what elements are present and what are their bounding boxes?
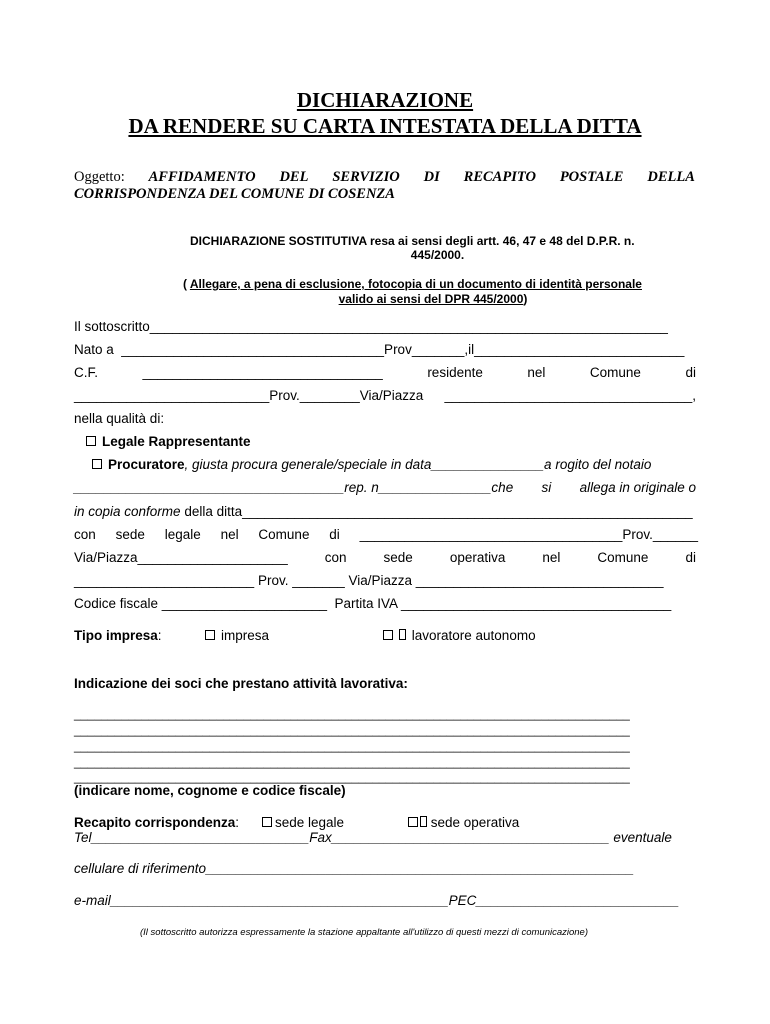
prov-via-left[interactable]: __________________________Prov.________Via/Piazza: [74, 388, 424, 403]
lavoratore-label: lavoratore autonomo: [408, 628, 536, 643]
oggetto-word: DEL: [279, 169, 309, 185]
procuratore-label: Procuratore: [108, 457, 185, 472]
soci-line[interactable]: __________________________________________________________________________________: [74, 755, 630, 769]
tel-blank[interactable]: _____________________________: [91, 830, 310, 845]
nato-field[interactable]: Nato a ___________________________________Prov_______,il____________________________: [74, 342, 685, 357]
copia-row[interactable]: [74, 504, 693, 520]
dichiarazione-line-2: 445/2000.: [410, 248, 465, 262]
title-line-2: DA RENDERE SU CARTA INTESTATA DELLA DITTA: [128, 114, 642, 138]
prov-via-2-field[interactable]: ________________________ Prov. _______ Via/Piazza _________________________________: [74, 573, 664, 588]
sede-operativa-checkbox[interactable]: [408, 817, 418, 827]
sede-legale-option[interactable]: [262, 815, 344, 831]
prov-via-right[interactable]: _________________________________,: [444, 388, 696, 403]
qualita-label: nella qualità di:: [74, 411, 165, 426]
tel-fax-row[interactable]: [74, 830, 672, 846]
tipo-label: Tipo impresa: [74, 628, 158, 643]
via-operativa-row[interactable]: [74, 550, 696, 566]
copia-italic: in copia conforme: [74, 504, 181, 519]
allegare-close-paren: ): [523, 292, 528, 306]
sottoscritto-field[interactable]: Il sottoscritto_____________________________________________________________________: [74, 319, 668, 334]
lavoratore-checkbox-glyph: [399, 629, 406, 640]
sede-legale-row[interactable]: [74, 527, 698, 543]
cf-word: di: [685, 365, 696, 380]
sede-word: sede: [115, 527, 145, 542]
lavoratore-checkbox[interactable]: [383, 630, 393, 640]
allegare-line-1: [183, 276, 642, 292]
recapito-label: [74, 815, 239, 831]
allegare-text-1: Allegare, a pena di esclusione, fotocopia di un documento di identità personale: [189, 277, 642, 291]
sede-word: nel: [220, 527, 239, 542]
via-word: nel: [542, 550, 561, 565]
via-word: di: [685, 550, 696, 565]
cf-row[interactable]: [74, 365, 696, 381]
procuratore-checkbox[interactable]: [92, 459, 102, 469]
impresa-label: impresa: [221, 628, 270, 643]
recapito-colon: :: [235, 815, 240, 830]
title-line-1: DICHIARAZIONE: [296, 88, 474, 112]
soci-line[interactable]: __________________________________________________________________________________: [74, 707, 630, 721]
fax-label: Fax: [309, 830, 332, 845]
legale-checkbox[interactable]: [86, 436, 96, 446]
cf-word: C.F.: [74, 365, 99, 380]
cellulare-row[interactable]: [74, 861, 634, 877]
lavoratore-option[interactable]: [383, 628, 536, 644]
oggetto-word: SERVIZIO: [332, 169, 400, 185]
cellulare-blank[interactable]: _________________________________________________________: [206, 861, 635, 876]
oggetto-word: POSTALE: [559, 169, 624, 185]
rep-row[interactable]: [74, 480, 696, 496]
dichiarazione-line-1: DICHIARAZIONE SOSTITUTIVA resa ai sensi degli artt. 46, 47 e 48 del D.P.R. n.: [190, 234, 635, 248]
procuratore-text: , giusta procura generale/speciale in data_______________a rogito del notaio: [184, 457, 652, 472]
cf-word: Comune: [589, 365, 641, 380]
impresa-checkbox[interactable]: [205, 630, 215, 640]
procuratore-option[interactable]: [92, 457, 651, 473]
sede-word: di: [329, 527, 340, 542]
cellulare-label: cellulare di riferimento: [74, 861, 207, 876]
oggetto-word: DELLA: [647, 169, 695, 185]
copia-rest[interactable]: della ditta____________________________________________________________: [180, 504, 693, 519]
legale-option[interactable]: [86, 434, 251, 450]
soci-label: Indicazione dei soci che prestano attività lavorativa:: [74, 676, 408, 691]
via-word: Comune: [597, 550, 649, 565]
via-word: con: [324, 550, 347, 565]
legale-label: Legale Rappresentante: [102, 434, 251, 449]
recapito-label-text: Recapito corrispondenza: [74, 815, 236, 830]
prov-via-row[interactable]: [74, 388, 696, 404]
eventuale-text: eventuale: [613, 830, 672, 845]
indicare-note: (indicare nome, cognome e codice fiscale): [74, 783, 346, 798]
sede-word: Comune: [258, 527, 310, 542]
oggetto-word: AFFIDAMENTO: [148, 169, 256, 185]
autorizza-note: (Il sottoscritto autorizza espressamente la stazione appaltante all'utilizzo di questi mezzi di comunicazione): [140, 927, 589, 938]
via-blank[interactable]: Via/Piazza____________________: [74, 550, 288, 565]
oggetto-line-1: [74, 169, 695, 185]
sede-legale-label: sede legale: [275, 815, 345, 830]
allegare-line-2: [183, 291, 683, 307]
oggetto-label: Oggetto:: [74, 169, 125, 185]
tipo-colon: :: [157, 628, 162, 643]
allegare-text-2: valido ai sensi del DPR 445/2000: [338, 292, 524, 306]
pec-blank[interactable]: ___________________________: [476, 893, 680, 908]
rep-word: si: [541, 480, 552, 495]
cf-word: nel: [527, 365, 546, 380]
sede-word: legale: [164, 527, 201, 542]
email-label: e-mail: [74, 893, 111, 908]
sede-blank[interactable]: ___________________________________Prov.______: [359, 527, 698, 542]
allegare-open-paren: (: [183, 277, 190, 291]
via-word: sede: [383, 550, 413, 565]
impresa-option[interactable]: [205, 628, 269, 644]
email-pec-row[interactable]: [74, 893, 679, 909]
sede-operativa-option[interactable]: [408, 815, 519, 831]
oggetto-word: RECAPITO: [463, 169, 536, 185]
fax-blank[interactable]: _____________________________________: [331, 830, 610, 845]
cf-blank[interactable]: ________________________________: [142, 365, 383, 380]
pec-label: PEC: [448, 893, 477, 908]
soci-line[interactable]: __________________________________________________________________________________: [74, 770, 630, 784]
rep-word: allega in originale o: [579, 480, 696, 495]
cf-piva-field[interactable]: Codice fiscale ______________________ Partita IVA ____________________________________: [74, 596, 672, 611]
sede-operativa-label: sede operativa: [427, 815, 520, 830]
soci-line[interactable]: __________________________________________________________________________________: [74, 739, 630, 753]
oggetto-line-2: CORRISPONDENZA DEL COMUNE DI COSENZA: [74, 186, 395, 202]
via-word: operativa: [449, 550, 506, 565]
tipo-impresa-label: [74, 628, 162, 644]
cf-word: residente: [427, 365, 483, 380]
sede-word: con: [74, 527, 96, 542]
sede-operativa-checkbox-glyph: [420, 816, 427, 827]
tel-label: Tel: [74, 830, 92, 845]
oggetto-word: DI: [423, 169, 440, 185]
email-blank[interactable]: _____________________________________________: [110, 893, 449, 908]
rep-left[interactable]: ____________________________________rep. n_______________che: [74, 480, 514, 495]
sede-legale-checkbox[interactable]: [262, 817, 272, 827]
soci-line[interactable]: __________________________________________________________________________________: [74, 723, 630, 737]
